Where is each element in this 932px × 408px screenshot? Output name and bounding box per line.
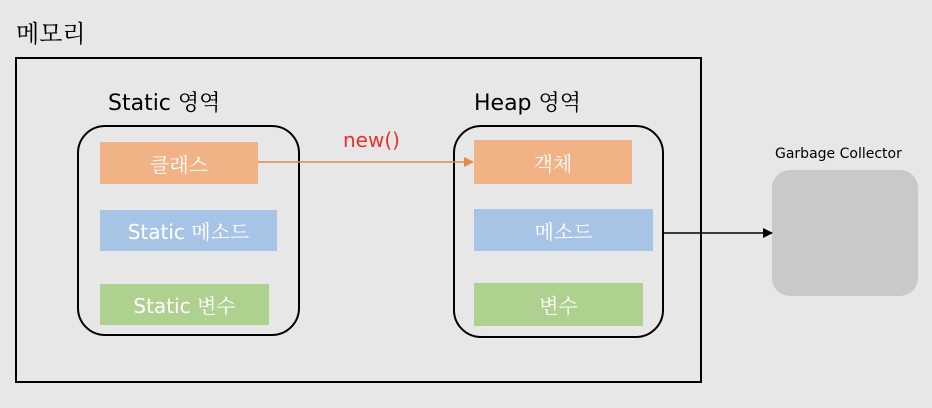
static-area-label: Static 영역 bbox=[108, 91, 221, 116]
static-method-block: Static 메소드 bbox=[100, 210, 277, 251]
heap-area-label: Heap 영역 bbox=[474, 91, 582, 116]
static-variable-block: Static 변수 bbox=[100, 284, 269, 325]
heap-variable-block: 변수 bbox=[474, 283, 643, 326]
heap-method-block: 메소드 bbox=[474, 209, 653, 251]
object-block: 객체 bbox=[474, 140, 632, 184]
new-label: new() bbox=[343, 128, 400, 152]
class-block: 클래스 bbox=[100, 142, 258, 184]
memory-title: 메모리 bbox=[16, 20, 86, 48]
garbage-collector-box bbox=[772, 170, 918, 296]
garbage-collector-label: Garbage Collector bbox=[775, 146, 902, 162]
